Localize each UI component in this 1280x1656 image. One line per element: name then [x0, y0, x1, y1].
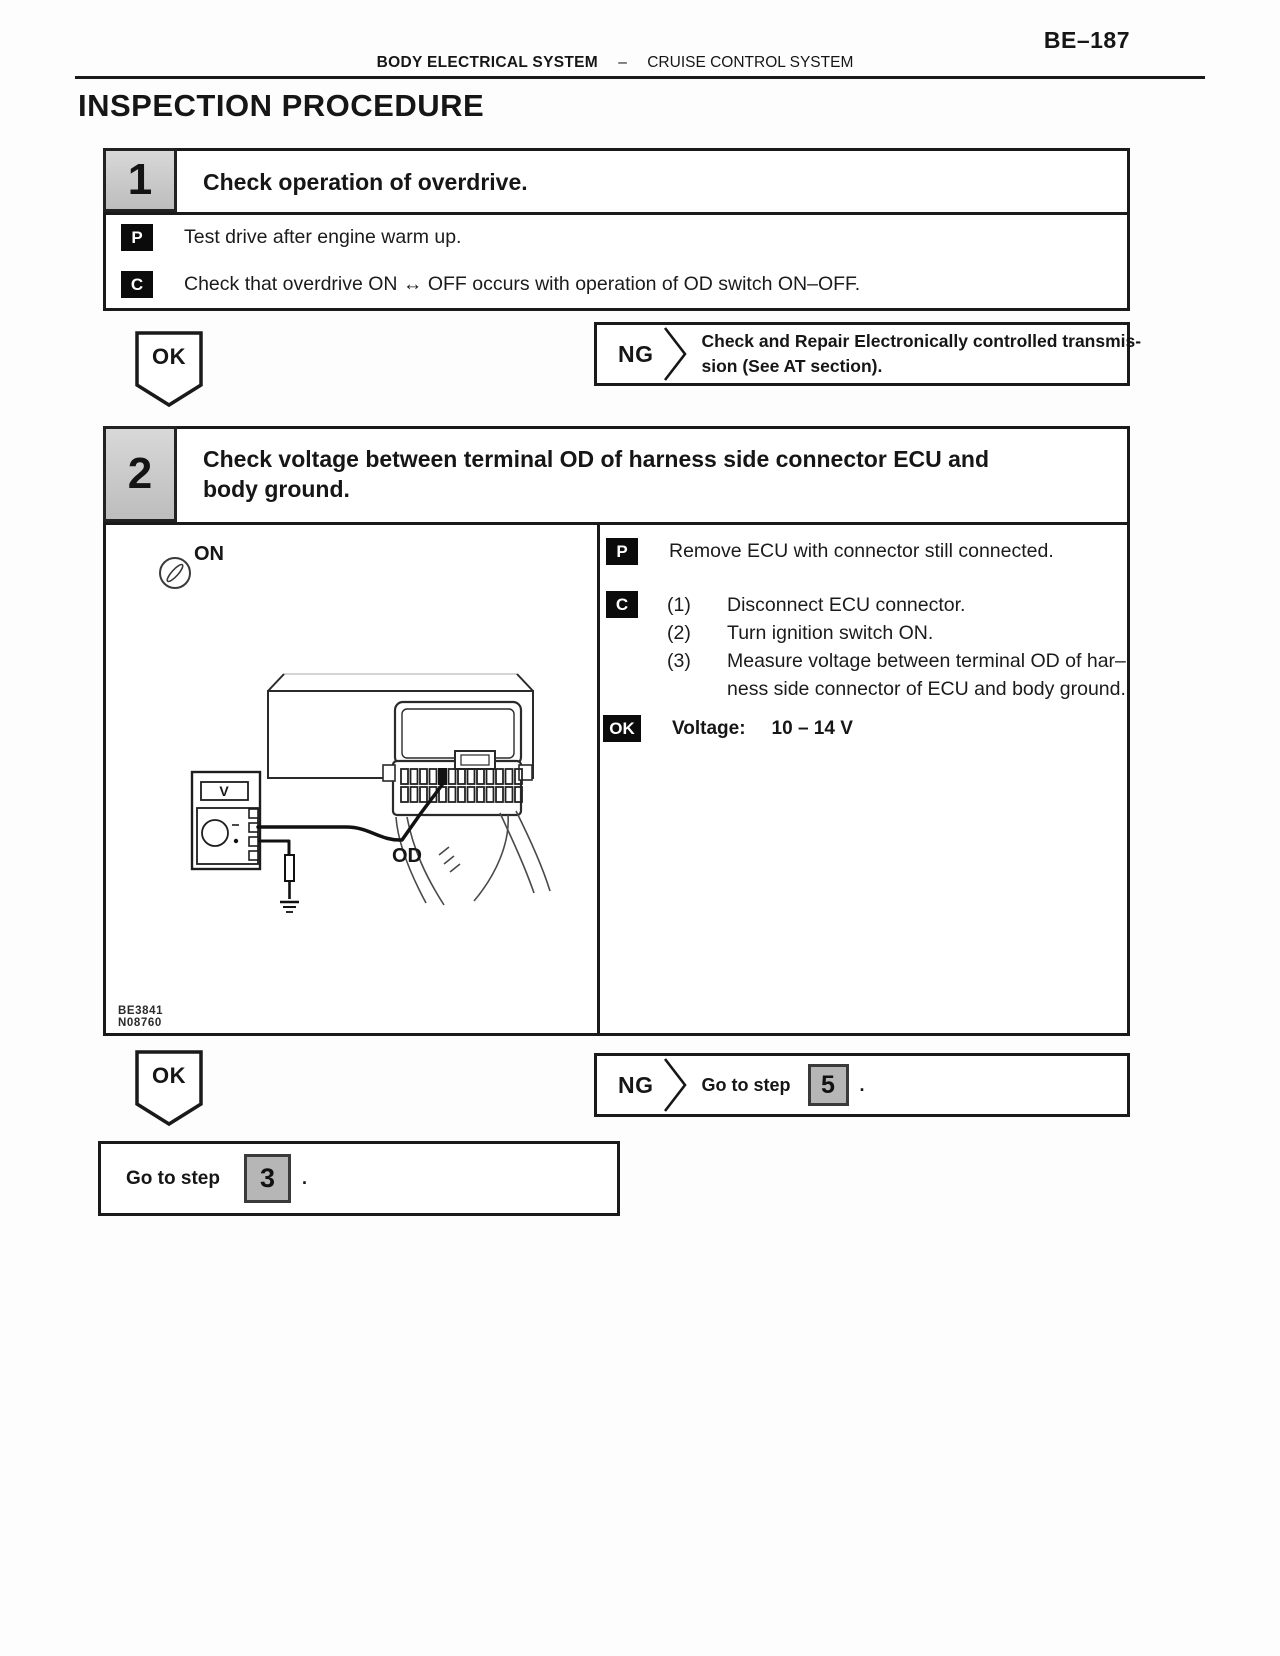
check-item	[667, 619, 1126, 647]
prepare-badge: P	[121, 224, 153, 251]
step2-ng-box	[594, 1053, 1130, 1117]
item-text: Turn ignition switch ON.	[727, 622, 934, 644]
od-terminal-pin	[438, 768, 447, 785]
ok-label: OK	[152, 344, 186, 369]
item-number: (2)	[667, 622, 691, 644]
go-to-step-text: Go to step	[701, 1074, 791, 1095]
ok-label: OK	[152, 1063, 186, 1088]
voltmeter-v-label: V	[219, 783, 229, 799]
item-text-cont: ness side connector of ECU and body ground.	[727, 678, 1126, 700]
check-item	[667, 591, 1126, 619]
ng-instruction-line2: sion (See AT section).	[701, 356, 883, 376]
page-title: INSPECTION PROCEDURE	[78, 88, 485, 123]
step1-prepare-row	[121, 224, 461, 251]
spec-value: 10 – 14 V	[771, 717, 853, 739]
step1-number: 1	[103, 148, 177, 212]
od-terminal-label: OD	[392, 845, 422, 867]
section-header	[75, 54, 1155, 72]
step-chip-3: 3	[244, 1154, 291, 1203]
ng-label: NG	[618, 1071, 654, 1098]
header-rule	[75, 76, 1205, 79]
section-separator: –	[618, 54, 627, 71]
step2-prepare-row	[606, 538, 1054, 565]
step1-ok-arrow	[135, 331, 203, 409]
step1-ng-box	[594, 322, 1142, 386]
item-text: Disconnect ECU connector.	[727, 594, 966, 616]
prepare-badge: P	[606, 538, 638, 565]
ignition-on-label: ON	[194, 543, 224, 565]
check-badge: C	[121, 271, 153, 298]
step2-title-line1: Check voltage between terminal OD of harness side connector ECU and	[203, 446, 990, 472]
step2-ok-arrow	[135, 1050, 203, 1128]
spec-label: Voltage:	[672, 717, 746, 739]
ignition-key-icon	[160, 558, 190, 588]
step2-check-row	[606, 591, 1126, 703]
prepare-text: Remove ECU with connector still connected.	[669, 540, 1054, 562]
step2-box	[103, 426, 1130, 1036]
column-divider	[597, 522, 600, 1033]
go-to-step-text: Go to step	[126, 1167, 220, 1189]
step1-box	[103, 148, 1130, 311]
ng-chevron-icon	[663, 1057, 689, 1113]
step2-title-line2: body ground.	[203, 476, 350, 502]
ng-instruction	[702, 329, 1142, 379]
figure-code-2: N08760	[118, 1017, 162, 1029]
page-number: BE–187	[1043, 27, 1130, 53]
step2-diagram	[106, 525, 597, 1036]
prepare-text: Test drive after engine warm up.	[184, 226, 462, 248]
ng-chevron-icon	[663, 326, 689, 382]
check-badge: C	[606, 591, 638, 618]
period: .	[301, 1168, 307, 1188]
ok-pentagon-icon	[135, 331, 203, 409]
ng-instruction-line1: Check and Repair Electronically controlled transmis-	[701, 331, 1142, 351]
item-number: (3)	[667, 650, 691, 672]
ok-badge: OK	[603, 715, 641, 742]
item-number: (1)	[667, 594, 691, 616]
step2-number: 2	[103, 426, 177, 522]
ng-label: NG	[618, 340, 654, 367]
step2-title	[203, 444, 989, 504]
step1-check-row	[121, 271, 860, 298]
step1-title: Check operation of overdrive.	[203, 168, 528, 195]
period: .	[859, 1074, 865, 1095]
ok-pentagon-icon	[135, 1050, 203, 1128]
section-name: BODY ELECTRICAL SYSTEM	[376, 54, 598, 71]
subsection-name: CRUISE CONTROL SYSTEM	[647, 54, 854, 71]
check-text: Check that overdrive ON ↔ OFF occurs with operation of OD switch ON–OFF.	[184, 273, 861, 295]
step-chip-5: 5	[808, 1064, 849, 1106]
check-item	[667, 647, 1126, 703]
step2-spec-row	[603, 715, 853, 742]
item-text: Measure voltage between terminal OD of har–	[727, 650, 1126, 672]
check-item-list	[667, 591, 1126, 703]
ok-result-box	[98, 1141, 620, 1216]
figure-code-1: BE3841	[118, 1005, 164, 1017]
